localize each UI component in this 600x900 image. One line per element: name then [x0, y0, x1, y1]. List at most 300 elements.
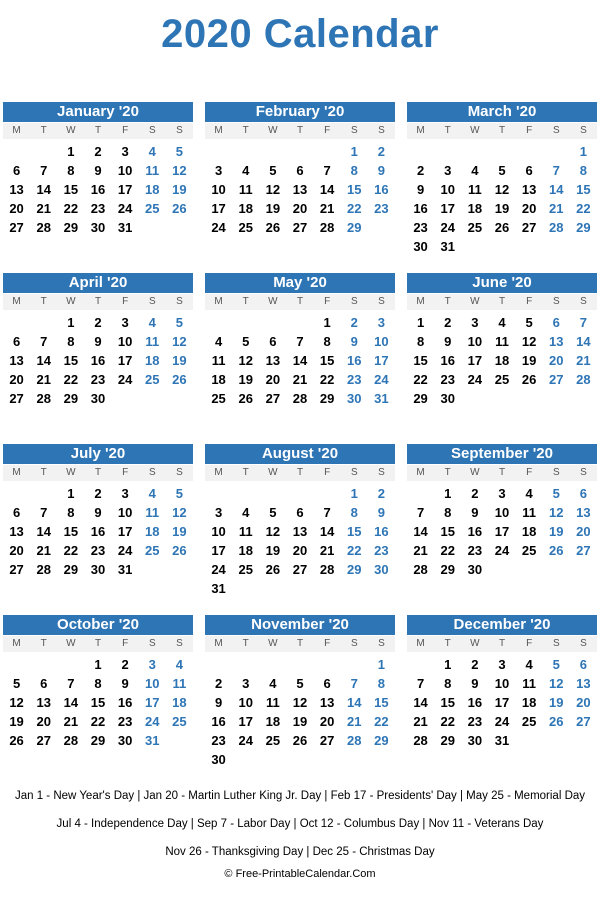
day-cell: 4 — [242, 505, 250, 520]
day-cell: 12 — [292, 695, 308, 710]
month-block — [3, 273, 193, 444]
day-grid — [3, 484, 193, 579]
holiday-line: Jul 4 - Independence Day | Sep 7 - Labor Day | Oct 12 - Columbus Day | Nov 11 - Veterans Day — [56, 818, 544, 830]
day-cell: 26 — [521, 372, 537, 387]
day-cell: 31 — [117, 220, 133, 235]
day-cell: 11 — [495, 334, 509, 349]
day-cell: 11 — [467, 182, 482, 197]
day-cell: 6 — [40, 676, 48, 691]
empty-cell — [434, 142, 461, 161]
weekday-header: S — [148, 296, 156, 307]
empty-cell — [407, 484, 434, 503]
day-cell: 17 — [494, 524, 510, 539]
day-cell: 1 — [67, 486, 75, 501]
weekday-header: M — [416, 296, 425, 307]
day-cell: 31 — [145, 733, 160, 748]
weekday-header: W — [66, 638, 76, 649]
weekday-header: F — [122, 125, 129, 136]
day-grid — [205, 142, 395, 237]
day-cell: 21 — [319, 201, 335, 216]
day-cell: 23 — [413, 220, 428, 235]
day-cell: 12 — [172, 334, 187, 349]
day-cell: 29 — [63, 220, 79, 235]
day-cell: 8 — [350, 163, 358, 178]
day-cell: 8 — [377, 676, 386, 691]
weekday-header: T — [242, 638, 249, 649]
day-cell: 3 — [444, 163, 452, 178]
day-cell: 23 — [440, 372, 455, 387]
day-cell: 1 — [94, 657, 102, 672]
month-name: November '20 — [205, 615, 395, 635]
weekday-header-row — [205, 636, 395, 652]
weekday-header: T — [94, 296, 102, 307]
day-cell: 1 — [323, 315, 331, 330]
day-cell: 23 — [90, 201, 106, 216]
day-cell: 29 — [347, 220, 362, 235]
day-cell: 1 — [579, 144, 588, 159]
day-cell: 17 — [117, 182, 133, 197]
month-block — [205, 615, 395, 786]
weekday-header-row — [205, 294, 395, 310]
day-cell: 16 — [374, 524, 389, 539]
day-cell: 9 — [94, 334, 102, 349]
day-cell: 28 — [549, 220, 564, 235]
day-cell: 18 — [145, 524, 160, 539]
day-cell: 20 — [521, 201, 537, 216]
day-cell: 14 — [319, 182, 335, 197]
day-cell: 2 — [377, 144, 386, 159]
empty-cell — [205, 484, 232, 503]
day-cell: 21 — [413, 714, 428, 729]
day-cell: 3 — [471, 315, 479, 330]
day-cell: 9 — [377, 505, 386, 520]
weekday-header: F — [122, 638, 129, 649]
day-cell: 6 — [525, 163, 533, 178]
day-cell: 10 — [211, 524, 226, 539]
day-cell: 15 — [413, 353, 428, 368]
day-cell: 27 — [9, 562, 24, 577]
empty-cell — [314, 655, 341, 674]
weekday-header: S — [580, 125, 587, 136]
day-cell: 26 — [494, 220, 510, 235]
day-cell: 9 — [214, 695, 223, 710]
day-cell: 7 — [579, 315, 588, 330]
day-cell: 8 — [416, 334, 425, 349]
day-cell: 5 — [269, 505, 277, 520]
day-cell: 9 — [444, 334, 452, 349]
weekday-header: W — [470, 296, 480, 307]
month-name: April '20 — [3, 273, 193, 293]
month-name: October '20 — [3, 615, 193, 635]
day-cell: 4 — [269, 676, 277, 691]
day-cell: 18 — [494, 353, 510, 368]
day-cell: 17 — [117, 353, 133, 368]
weekday-header: M — [214, 467, 223, 478]
month-block — [407, 273, 597, 444]
month-block — [205, 102, 395, 273]
day-cell: 17 — [238, 714, 253, 729]
empty-cell — [461, 142, 488, 161]
day-cell: 27 — [36, 733, 51, 748]
day-cell: 13 — [576, 505, 591, 520]
day-cell: 16 — [374, 182, 389, 197]
day-cell: 4 — [525, 657, 533, 672]
day-cell: 3 — [121, 486, 129, 501]
weekday-header: M — [12, 125, 21, 136]
day-cell: 29 — [319, 391, 335, 406]
empty-cell — [259, 313, 286, 332]
day-cell: 28 — [413, 733, 428, 748]
weekday-header: T — [242, 125, 249, 136]
day-cell: 19 — [172, 524, 187, 539]
day-cell: 6 — [296, 505, 304, 520]
day-cell: 16 — [347, 353, 362, 368]
footer-credit: © Free-PrintableCalendar.Com — [224, 868, 376, 880]
day-cell: 14 — [292, 353, 308, 368]
day-cell: 9 — [350, 334, 358, 349]
day-cell: 8 — [67, 505, 75, 520]
day-cell: 19 — [172, 182, 187, 197]
weekday-header: F — [324, 296, 331, 307]
day-cell: 26 — [238, 391, 253, 406]
weekday-header: M — [416, 638, 425, 649]
weekday-header: F — [526, 467, 533, 478]
empty-cell — [259, 655, 286, 674]
day-cell: 2 — [94, 144, 102, 159]
day-cell: 20 — [292, 201, 308, 216]
empty-cell — [314, 142, 341, 161]
day-cell: 4 — [148, 144, 156, 159]
weekday-header: T — [444, 467, 451, 478]
weekday-header: M — [12, 638, 21, 649]
day-cell: 8 — [444, 676, 452, 691]
day-cell: 8 — [67, 163, 75, 178]
day-cell: 30 — [211, 752, 226, 767]
day-cell: 2 — [444, 315, 452, 330]
day-cell: 12 — [494, 182, 510, 197]
day-cell: 5 — [242, 334, 250, 349]
day-grid — [407, 655, 597, 750]
weekday-header: W — [470, 638, 480, 649]
weekday-header: T — [296, 638, 304, 649]
holiday-line: Jan 1 - New Year's Day | Jan 20 - Martin Luther King Jr. Day | Feb 17 - Presidents' Day | May 25 - Memorial Day — [14, 790, 586, 802]
day-cell: 12 — [172, 163, 187, 178]
weekday-header: W — [470, 125, 480, 136]
day-cell: 27 — [292, 220, 308, 235]
day-cell: 13 — [319, 695, 335, 710]
day-cell: 10 — [211, 182, 226, 197]
day-cell: 26 — [549, 714, 564, 729]
day-cell: 15 — [63, 182, 79, 197]
day-cell: 13 — [265, 353, 281, 368]
weekday-header: T — [498, 467, 506, 478]
empty-cell — [259, 484, 286, 503]
day-cell: 25 — [211, 391, 226, 406]
weekday-header: T — [444, 125, 451, 136]
day-cell: 3 — [121, 315, 129, 330]
day-cell: 6 — [296, 163, 304, 178]
day-cell: 21 — [319, 543, 335, 558]
day-cell: 29 — [440, 733, 455, 748]
weekday-header: W — [470, 467, 480, 478]
day-cell: 24 — [440, 220, 455, 235]
day-cell: 7 — [350, 676, 358, 691]
weekday-header-row — [3, 294, 193, 310]
day-cell: 1 — [67, 315, 75, 330]
day-cell: 13 — [36, 695, 51, 710]
day-cell: 23 — [117, 714, 133, 729]
day-cell: 27 — [576, 543, 591, 558]
day-cell: 21 — [576, 353, 591, 368]
day-cell: 22 — [63, 201, 79, 216]
day-cell: 19 — [172, 353, 187, 368]
empty-cell — [286, 142, 313, 161]
day-grid — [407, 142, 597, 256]
day-cell: 19 — [549, 695, 564, 710]
day-cell: 18 — [172, 695, 187, 710]
day-cell: 3 — [148, 657, 156, 672]
day-cell: 4 — [498, 315, 506, 330]
day-cell: 1 — [67, 144, 75, 159]
day-cell: 19 — [549, 524, 564, 539]
weekday-header: T — [94, 125, 102, 136]
month-name: September '20 — [407, 444, 597, 464]
day-cell: 25 — [238, 220, 253, 235]
weekday-header: F — [526, 125, 533, 136]
day-cell: 27 — [549, 372, 564, 387]
day-cell: 31 — [494, 733, 510, 748]
day-cell: 8 — [94, 676, 102, 691]
day-cell: 16 — [211, 714, 226, 729]
day-cell: 11 — [145, 334, 160, 349]
empty-cell — [3, 313, 30, 332]
day-cell: 4 — [148, 486, 156, 501]
day-cell: 19 — [521, 353, 537, 368]
day-cell: 7 — [416, 505, 425, 520]
day-cell: 9 — [121, 676, 129, 691]
day-cell: 3 — [377, 315, 386, 330]
empty-cell — [488, 142, 515, 161]
day-cell: 27 — [9, 391, 24, 406]
months-grid — [3, 102, 599, 786]
weekday-header: S — [350, 638, 358, 649]
month-block — [3, 615, 193, 786]
day-cell: 5 — [525, 315, 533, 330]
day-cell: 1 — [416, 315, 425, 330]
weekday-header: T — [40, 296, 47, 307]
day-cell: 23 — [374, 201, 389, 216]
day-cell: 7 — [552, 163, 560, 178]
weekday-header-row — [205, 465, 395, 481]
day-cell: 6 — [269, 334, 277, 349]
month-block — [205, 273, 395, 444]
day-cell: 14 — [549, 182, 564, 197]
day-cell: 29 — [440, 562, 455, 577]
day-cell: 22 — [90, 714, 106, 729]
day-cell: 5 — [296, 676, 304, 691]
day-cell: 3 — [498, 486, 506, 501]
day-cell: 28 — [576, 372, 591, 387]
day-cell: 23 — [374, 543, 389, 558]
day-cell: 3 — [498, 657, 506, 672]
day-cell: 26 — [292, 733, 308, 748]
month-name: May '20 — [205, 273, 395, 293]
day-cell: 24 — [145, 714, 160, 729]
day-cell: 12 — [9, 695, 24, 710]
day-cell: 14 — [576, 334, 591, 349]
empty-cell — [407, 655, 434, 674]
day-cell: 27 — [319, 733, 335, 748]
day-cell: 20 — [36, 714, 51, 729]
weekday-header: F — [324, 638, 331, 649]
day-cell: 24 — [211, 562, 226, 577]
day-cell: 24 — [117, 201, 133, 216]
day-cell: 28 — [36, 562, 51, 577]
day-cell: 30 — [467, 733, 483, 748]
weekday-header: M — [12, 296, 21, 307]
day-cell: 10 — [145, 676, 160, 691]
day-cell: 12 — [238, 353, 253, 368]
month-name: December '20 — [407, 615, 597, 635]
day-cell: 16 — [90, 524, 106, 539]
month-block — [3, 444, 193, 615]
day-cell: 23 — [90, 543, 106, 558]
weekday-header: T — [296, 125, 304, 136]
weekday-header: M — [214, 125, 223, 136]
day-cell: 21 — [63, 714, 79, 729]
day-cell: 23 — [467, 543, 483, 558]
day-cell: 29 — [90, 733, 106, 748]
empty-cell — [232, 313, 259, 332]
day-cell: 10 — [494, 676, 510, 691]
day-cell: 28 — [36, 391, 51, 406]
day-grid — [205, 655, 395, 769]
day-cell: 24 — [467, 372, 483, 387]
day-cell: 30 — [374, 562, 389, 577]
day-cell: 18 — [211, 372, 226, 387]
day-cell: 22 — [63, 372, 79, 387]
day-cell: 4 — [148, 315, 156, 330]
day-cell: 6 — [12, 334, 21, 349]
day-cell: 7 — [67, 676, 75, 691]
day-cell: 10 — [440, 182, 455, 197]
empty-cell — [30, 313, 57, 332]
day-cell: 17 — [145, 695, 160, 710]
day-cell: 7 — [323, 505, 331, 520]
empty-cell — [543, 142, 570, 161]
day-cell: 15 — [374, 695, 389, 710]
day-cell: 24 — [494, 543, 510, 558]
day-cell: 26 — [549, 543, 564, 558]
day-cell: 27 — [576, 714, 591, 729]
day-cell: 1 — [444, 657, 452, 672]
day-cell: 23 — [347, 372, 362, 387]
day-cell: 31 — [374, 391, 389, 406]
weekday-header: W — [66, 125, 76, 136]
day-cell: 21 — [413, 543, 428, 558]
day-cell: 3 — [242, 676, 250, 691]
weekday-header: M — [416, 125, 425, 136]
day-cell: 16 — [90, 182, 106, 197]
day-cell: 24 — [211, 220, 226, 235]
weekday-header: S — [148, 467, 156, 478]
empty-cell — [516, 142, 543, 161]
day-cell: 22 — [413, 372, 428, 387]
weekday-header: M — [12, 467, 21, 478]
day-cell: 26 — [172, 543, 187, 558]
day-cell: 30 — [467, 562, 483, 577]
weekday-header: W — [268, 467, 278, 478]
empty-cell — [232, 142, 259, 161]
weekday-header: S — [552, 125, 560, 136]
weekday-header: F — [526, 296, 533, 307]
day-cell: 6 — [12, 163, 21, 178]
weekday-header: T — [498, 296, 506, 307]
day-cell: 29 — [374, 733, 389, 748]
day-cell: 5 — [498, 163, 506, 178]
day-cell: 30 — [90, 220, 106, 235]
day-grid — [407, 313, 597, 408]
day-grid — [205, 313, 395, 408]
day-cell: 7 — [40, 505, 48, 520]
day-cell: 13 — [292, 182, 308, 197]
day-cell: 1 — [350, 144, 358, 159]
weekday-header: S — [378, 638, 385, 649]
day-cell: 18 — [145, 182, 160, 197]
day-cell: 30 — [440, 391, 455, 406]
weekday-header: S — [350, 296, 358, 307]
day-cell: 27 — [292, 562, 308, 577]
day-cell: 18 — [467, 201, 483, 216]
day-cell: 17 — [467, 353, 483, 368]
day-cell: 5 — [552, 657, 560, 672]
day-cell: 28 — [319, 562, 335, 577]
day-cell: 9 — [377, 163, 386, 178]
day-cell: 11 — [145, 163, 160, 178]
day-cell: 21 — [347, 714, 362, 729]
day-cell: 17 — [117, 524, 133, 539]
day-cell: 25 — [467, 220, 483, 235]
day-cell: 31 — [440, 239, 455, 254]
day-cell: 14 — [347, 695, 362, 710]
day-cell: 7 — [296, 334, 304, 349]
day-cell: 6 — [323, 676, 331, 691]
day-cell: 15 — [347, 524, 362, 539]
holiday-list — [0, 782, 600, 866]
day-cell: 22 — [347, 543, 362, 558]
weekday-header-row — [407, 636, 597, 652]
day-cell: 4 — [471, 163, 479, 178]
day-cell: 25 — [145, 201, 160, 216]
day-grid — [3, 655, 193, 750]
day-cell: 30 — [117, 733, 133, 748]
day-cell: 10 — [374, 334, 389, 349]
empty-cell — [232, 484, 259, 503]
day-cell: 18 — [521, 524, 537, 539]
weekday-header: T — [296, 467, 304, 478]
day-cell: 11 — [265, 695, 280, 710]
day-cell: 5 — [175, 315, 184, 330]
day-cell: 3 — [214, 163, 223, 178]
day-cell: 14 — [413, 695, 428, 710]
day-cell: 26 — [9, 733, 24, 748]
empty-cell — [314, 484, 341, 503]
month-name: January '20 — [3, 102, 193, 122]
weekday-header: S — [552, 638, 560, 649]
weekday-header: S — [552, 296, 560, 307]
day-cell: 25 — [172, 714, 187, 729]
day-cell: 16 — [467, 524, 483, 539]
